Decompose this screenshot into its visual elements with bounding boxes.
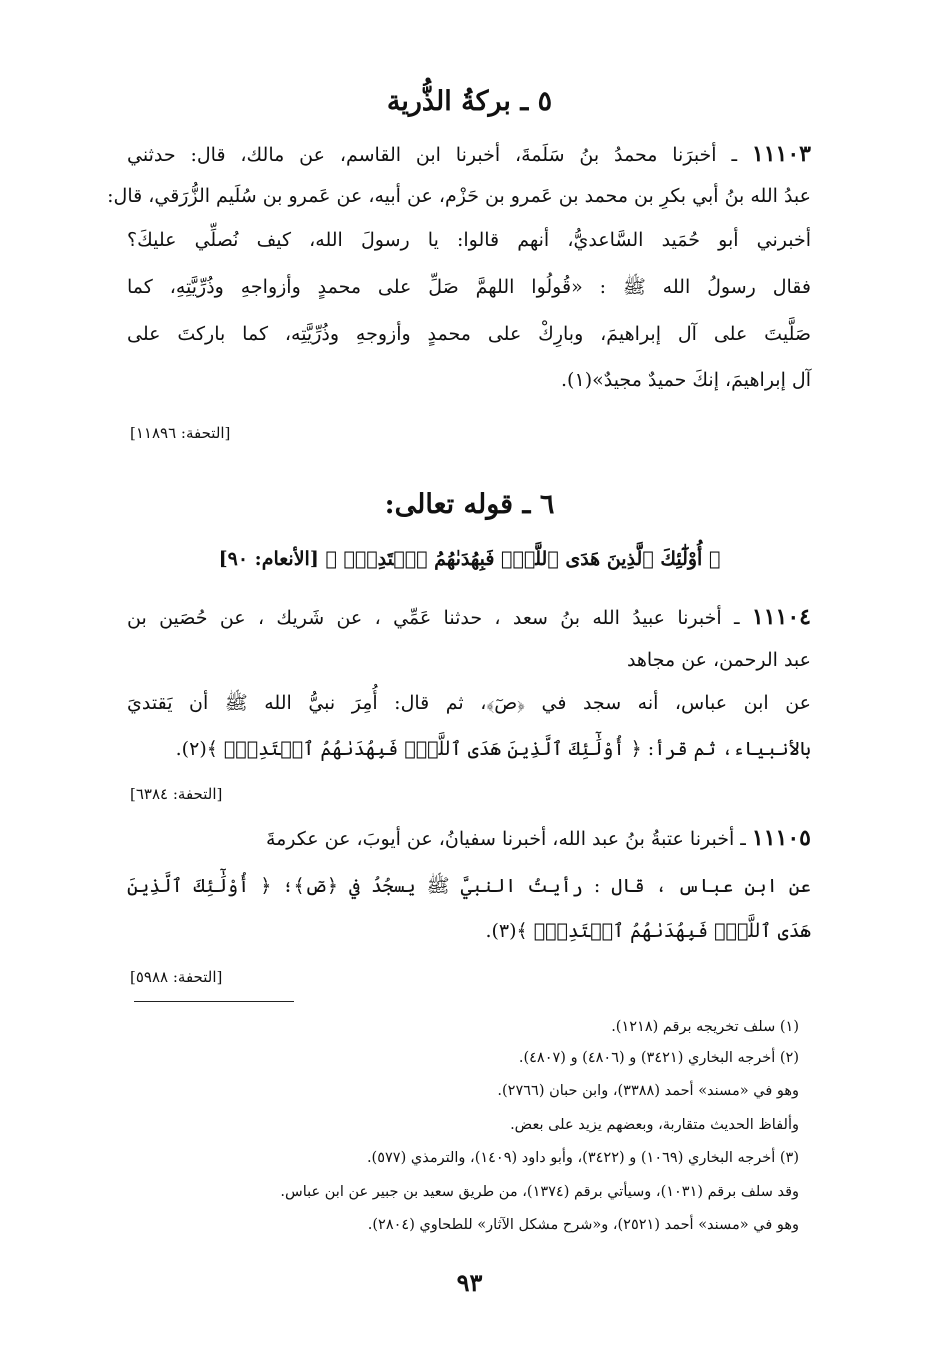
page-number: ٩٣ — [456, 1268, 483, 1297]
hadith-11105-line-3: هَدَى ٱللَّهُۖ فَبِهُدَىٰهُمُ ٱقۡتَدِهۡۗ ﴾(٣). — [485, 920, 811, 942]
hadith-11104-line-2: عبد الرحمن، عن مجاهد — [626, 649, 811, 671]
footnote-3: (٣) أخرجه البخاري (١٠٦٩) و (٣٤٢٢)، وأبو داود (١٤٠٩)، والترمذي (٥٧٧). — [366, 1150, 799, 1166]
hadith-11104-line-1 — [127, 606, 811, 628]
hadith-11105-line-1 — [127, 827, 811, 849]
hadith-text: ـ أخبرَنا محمدُ بنُ سَلَمةَ، أخبرنا ابن القاسم، عن مالك، قال: حدثني — [127, 144, 738, 166]
footnote-1: (١) سلف تخريجه برقم (١٢١٨). — [611, 1019, 799, 1035]
footnote-3-cont: وقد سلف برقم (١٠٣١)، وسيأتي برقم (١٣٧٤)، من طريق سعيد بن جبير عن ابن عباس. — [280, 1184, 799, 1200]
hadith-11104-line-4: بالأنبياء، ثم قرأ: ﴿ أُوْلَٰٓئِكَ ٱلَّذِينَ هَدَى ٱللَّهُۖ فَبِهُدَىٰهُمُ ٱقۡتَدِهۡۗ ﴾(٢). — [175, 738, 811, 760]
footnote-2-note: وألفاظ الحديث متقاربة، وبعضهم يزيد على بعض. — [510, 1117, 799, 1133]
footnote-separator — [134, 1001, 294, 1002]
hadith-text: ـ أخبرنا عبيدُ الله بنُ سعد ، حدثنا عَمِّي ، عن شَريك ، عن حُصَين بن — [127, 607, 740, 629]
tuhfa-reference: [التحفة: ٦٣٨٤] — [130, 785, 223, 803]
hadith-11103-line-2: عبدُ الله بنُ أبي بكرِ بن محمد بن عَمرو بن حَزْم، عن أبيه، عن عَمرو بن سُلَيم الزُّرَقي، قال: — [107, 185, 811, 207]
footnote-2-cont: وهو في «مسند» أحمد (٣٣٨٨)، وابن حبان (٢٧٦٦). — [497, 1083, 799, 1099]
hadith-11103-line-1 — [127, 143, 811, 165]
footnote-3-ref: وهو في «مسند» أحمد (٢٥٢١)، و«شرح مشكل الآثار» للطحاوي (٢٨٠٤). — [367, 1217, 799, 1233]
quran-verse-heading — [0, 548, 939, 570]
tuhfa-reference: [التحفة: ٥٩٨٨] — [130, 968, 223, 986]
hadith-number: ١١١٠٥ — [751, 825, 811, 851]
quran-verse: ﴿ أُوْلَٰٓئِكَ ٱلَّذِينَ هَدَى ٱللَّهُۖ فَبِهُدَىٰهُمُ ٱقۡتَدِهۡۗ ﴾ — [325, 548, 721, 570]
verse-reference: [الأنعام: ٩٠] — [218, 548, 319, 570]
section-6-heading: ٦ ـ قوله تعالى: — [384, 489, 555, 520]
footnote-2: (٢) أخرجه البخاري (٣٤٢١) و (٤٨٠٦) و (٤٨٠٧). — [518, 1050, 799, 1066]
hadith-text: ـ أخبرنا عتبةُ بنُ عبد الله، أخبرنا سفيانُ، عن أيوبَ، عن عكرمةَ — [265, 828, 746, 850]
hadith-11103-line-5: صَلَّيتَ على آل إبراهيمَ، وبارِكْ على محمدٍ وأزوجهِ وذُرِّيَّتِه، كما باركتَ على — [127, 323, 811, 345]
hadith-11104-line-3: عن ابن عباس، أنه سجد في ﴿صٓ﴾، ثم قال: أُمِرَ نبيُّ الله ﷺ أن يَقتديَ — [127, 692, 811, 714]
hadith-number: ١١١٠٤ — [751, 604, 811, 630]
hadith-11105-line-2: عن ابن عباس ، قال : رأيتُ النبيَّ ﷺ يسجُدُ في ﴿صٓ﴾؛ ﴿ أُوْلَٰٓئِكَ ٱلَّذِينَ — [127, 875, 811, 897]
hadith-11103-line-4: فقال رسولُ الله ﷺ : «قُولُوا اللهمَّ صَلِّ على محمدٍ وأزواجهِ وذُرِّيَّتِهِ، كما — [127, 276, 811, 298]
tuhfa-reference: [التحفة: ١١٨٩٦] — [130, 424, 231, 442]
section-5-heading: ٥ ـ بركةُ الذُّرية — [386, 86, 553, 117]
hadith-number: ١١١٠٣ — [751, 141, 811, 167]
hadith-11103-line-3: أخبرني أبو حُمَيد السَّاعديُّ، أنهم قالوا: يا رسولَ الله، كيف نُصلِّي عليكَ؟ — [127, 229, 811, 251]
hadith-11103-line-6: آل إبراهيمَ، إنكَ حميدٌ مجيدٌ»(١). — [561, 369, 811, 391]
